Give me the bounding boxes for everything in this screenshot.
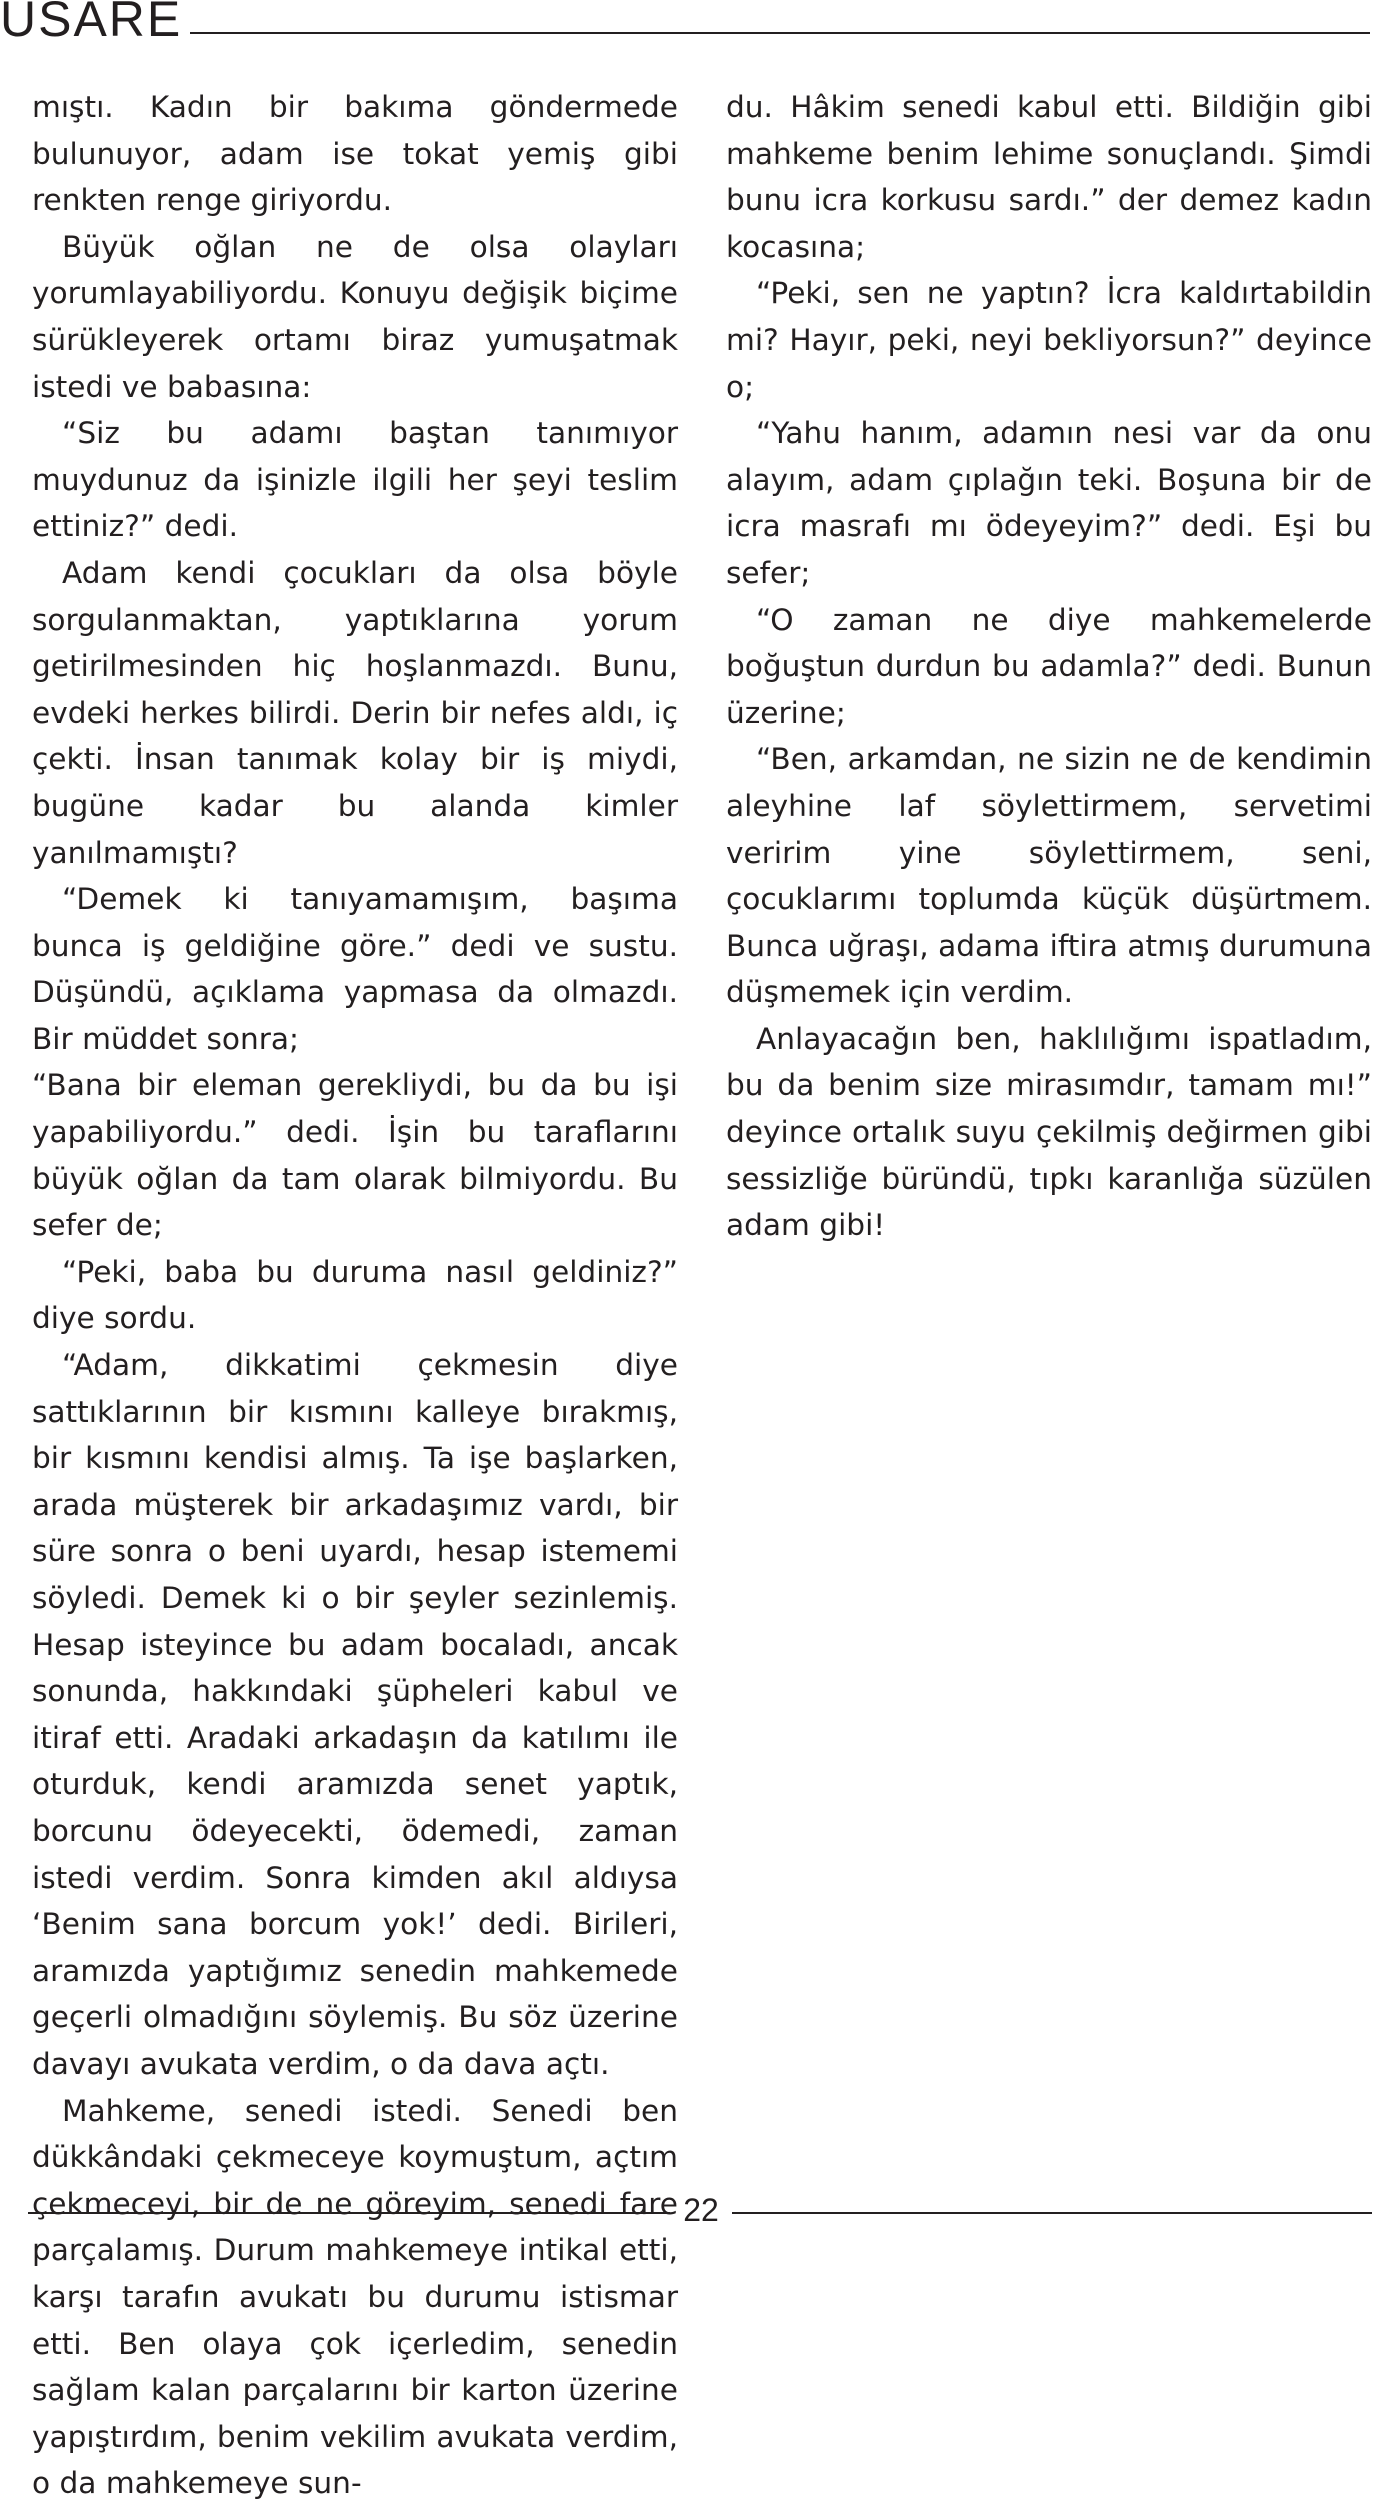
paragraph: “Peki, sen ne yaptın? İcra kaldırtabildin mi? Hayır, peki, neyi bekliyorsun?” deyince o; [726,276,1372,404]
left-column [32,84,678,2507]
page-header [0,0,1400,48]
paragraph: Anlayacağın ben, haklılığımı ispatladım, bu da benim size mirasımdır, tamam mı!” deyince ortalık suyu çekilmiş değirmen gibi sessizliğe büründü, tıpkı karanlığa süzülen adam gibi! [726,1021,1372,1243]
paragraph: “O zaman ne diye mahkemelerde boğuştun durdun bu adamla?” dedi. Bunun üzerine; [726,602,1372,730]
paragraph: “Bana bir eleman gerekliydi, bu da bu işi yapabiliyordu.” dedi. İşin bu taraflarını büyük oğlan da tam olarak bilmiyordu. Bu sefer de; [32,1068,678,1243]
paragraph: Büyük oğlan ne de olsa olayları yorumlayabiliyordu. Konuyu değişik biçime sürükleyerek ortamı biraz yumuşatmak istedi ve babasına: [32,229,678,404]
paragraph: “Demek ki tanıyamamışım, başıma bunca iş geldiğine göre.” dedi ve sustu. Düşündü, açıklama yapmasa da olmazdı. Bir müddet sonra; [32,882,678,1056]
paragraph: Mahkeme, senedi istedi. Senedi ben dükkândaki çekmeceye koymuştum, açtım çekmeceyi, bir de ne göreyim, senedi fare parçalamış. Durum mahkemeye intikal etti, karşı tarafın avukatı bu durumu istismar etti. Ben olaya çok içerledim, senedin sağlam kalan parçalarını bir karton üzerine yapıştırdım, benim vekilim avukata verdim, o da mahkemeye sun- [32,2093,678,2501]
page-footer [0,2190,1400,2230]
right-column [726,84,1372,1249]
paragraph: “Yahu hanım, adamın nesi var da onu alayım, adam çıplağın teki. Boşuna bir de icra masrafı mı ödeyeyim?” dedi. Eşi bu sefer; [726,416,1372,590]
header-rule [190,32,1370,34]
paragraph: “Siz bu adamı baştan tanımıyor muydunuz da işinizle ilgili her şeyi teslim ettiniz?” dedi. [32,416,678,544]
paragraph: mıştı. Kadın bir bakıma göndermede bulunuyor, adam ise tokat yemiş gibi renkten renge giriyordu. [32,90,678,218]
paragraph: “Peki, baba bu duruma nasıl geldiniz?” diye sordu. [32,1254,678,1336]
paragraph: du. Hâkim senedi kabul etti. Bildiğin gibi mahkeme benim lehime sonuçlandı. Şimdi bunu icra korkusu sardı.” der demez kadın kocasına; [726,90,1372,264]
footer-rule-left [28,2212,670,2214]
magazine-title: USARE [0,0,183,47]
footer-rule-right [732,2212,1372,2214]
paragraph: “Adam, dikkatimi çekmesin diye sattıklarının bir kısmını kalleye bırakmış, bir kısmını kendisi almış. Ta işe başlarken, arada müşterek bir arkadaşımız vardı, bir süre sonra o beni uyardı, hesap istememi söyledi. Demek ki o bir şeyler sezinlemiş. Hesap isteyince bu adam bocaladı, ancak sonunda, hakkındaki şüpheleri kabul ve itiraf etti. Aradaki arkadaşın da katılımı ile oturduk, kendi aramızda senet yaptık, borcunu ödeyecekti, ödemedi, zaman istedi verdim. Sonra kimden akıl aldıysa ‘Benim sana borcum yok!’ dedi. Birileri, aramızda yaptığımız senedin mahkemede geçerli olmadığını söylemiş. Bu söz üzerine davayı avukata verdim, o da dava açtı. [32,1348,678,2081]
paragraph: “Ben, arkamdan, ne sizin ne de kendimin aleyhine laf söylettirmem, servetimi veririm yine söylettirmem, seni, çocuklarımı toplumda küçük düşürtmem. Bunca uğraşı, adama iftira atmış durumuna düşmemek için verdim. [726,742,1372,1010]
page-number: 22 [683,2192,719,2228]
paragraph: Adam kendi çocukları da olsa böyle sorgulanmaktan, yaptıklarına yorum getirilmesinden hiç hoşlanmazdı. Bunu, evdeki herkes bilirdi. Derin bir nefes aldı, iç çekti. İnsan tanımak kolay bir iş miydi, bugüne kadar bu alanda kimler yanılmamıştı? [32,555,678,870]
